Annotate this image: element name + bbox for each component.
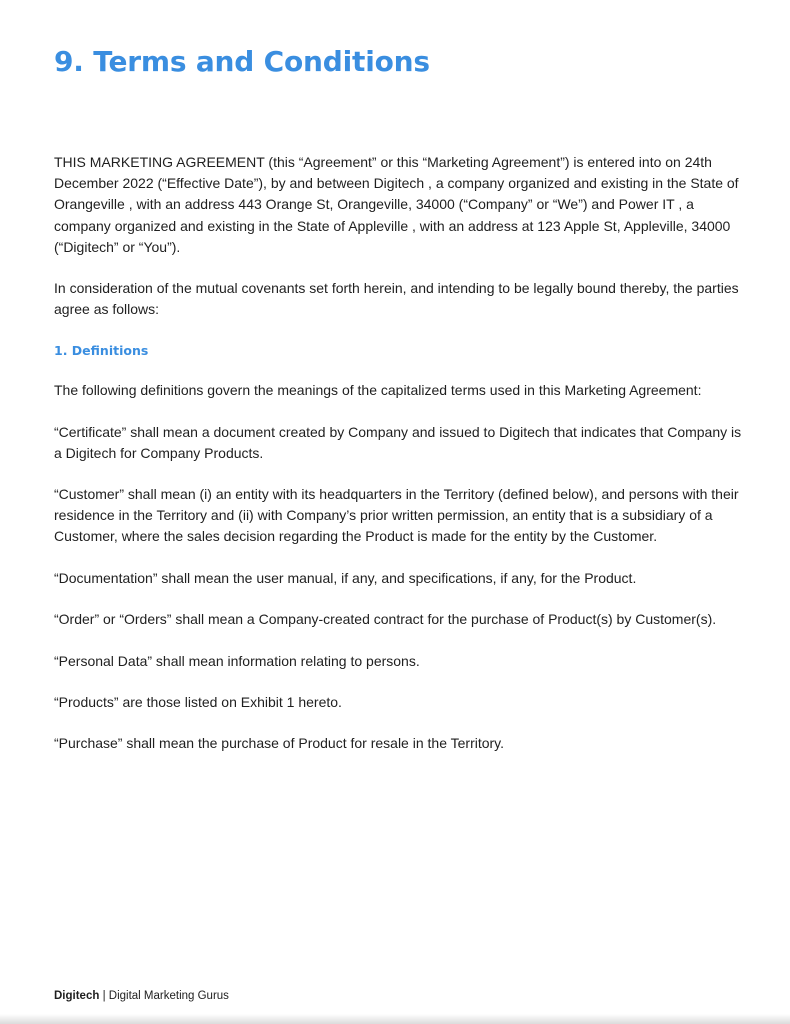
- consideration-paragraph: In consideration of the mutual covenants set forth herein, and intending to be legally bound thereby, the parties agree as follows:: [54, 280, 739, 318]
- definition-customer: “Customer” shall mean (i) an entity with its headquarters in the Territory (defined below), and persons with their residence in the Territory and (ii) with Company’s prior written permission, an entity that is a subsidiary of a Customer, where the sales decision regarding the Product is made for the entity by the Customer.: [54, 486, 739, 545]
- footer-tagline: Digital Marketing Gurus: [108, 990, 229, 1002]
- definition-order: “Order” or “Orders” shall mean a Company-created contract for the purchase of Product(s) by Customer(s).: [54, 610, 717, 627]
- page-title: 9. Terms and Conditions: [54, 45, 430, 78]
- definition-purchase: “Purchase” shall mean the purchase of Product for resale in the Territory.: [54, 735, 505, 752]
- intro-paragraph: THIS MARKETING AGREEMENT (this “Agreement” or this “Marketing Agreement”) is entered into on 24th December 2022 (“Effective Date”), by and between Digitech , a company organized and existing in the State of Orangeville , with an address 443 Orange St, Orangeville, 34000 (“Company” or “We”) and Power IT , a company organized and existing in the State of Appleville , with an address at 123 Apple St, Appleville, 34000 (“Digitech” or “You”).: [54, 154, 739, 255]
- definition-products: “Products” are those listed on Exhibit 1 hereto.: [54, 694, 342, 711]
- definition-documentation: “Documentation” shall mean the user manual, if any, and specifications, if any, for the Product.: [54, 569, 637, 586]
- footer-separator: |: [99, 990, 109, 1002]
- page-footer: [54, 988, 229, 1004]
- section-heading-definitions: 1. Definitions: [54, 343, 149, 359]
- footer-brand: Digitech: [54, 990, 100, 1002]
- definition-certificate: “Certificate” shall mean a document created by Company and issued to Digitech that indicates that Company is a Digitech for Company Products.: [54, 423, 742, 461]
- definition-personal-data: “Personal Data” shall mean information relating to persons.: [54, 653, 420, 670]
- definitions-intro-paragraph: The following definitions govern the meanings of the capitalized terms used in this Marketing Agreement:: [54, 382, 702, 399]
- page-bottom-shadow: [0, 1014, 790, 1024]
- document-body: [54, 152, 744, 755]
